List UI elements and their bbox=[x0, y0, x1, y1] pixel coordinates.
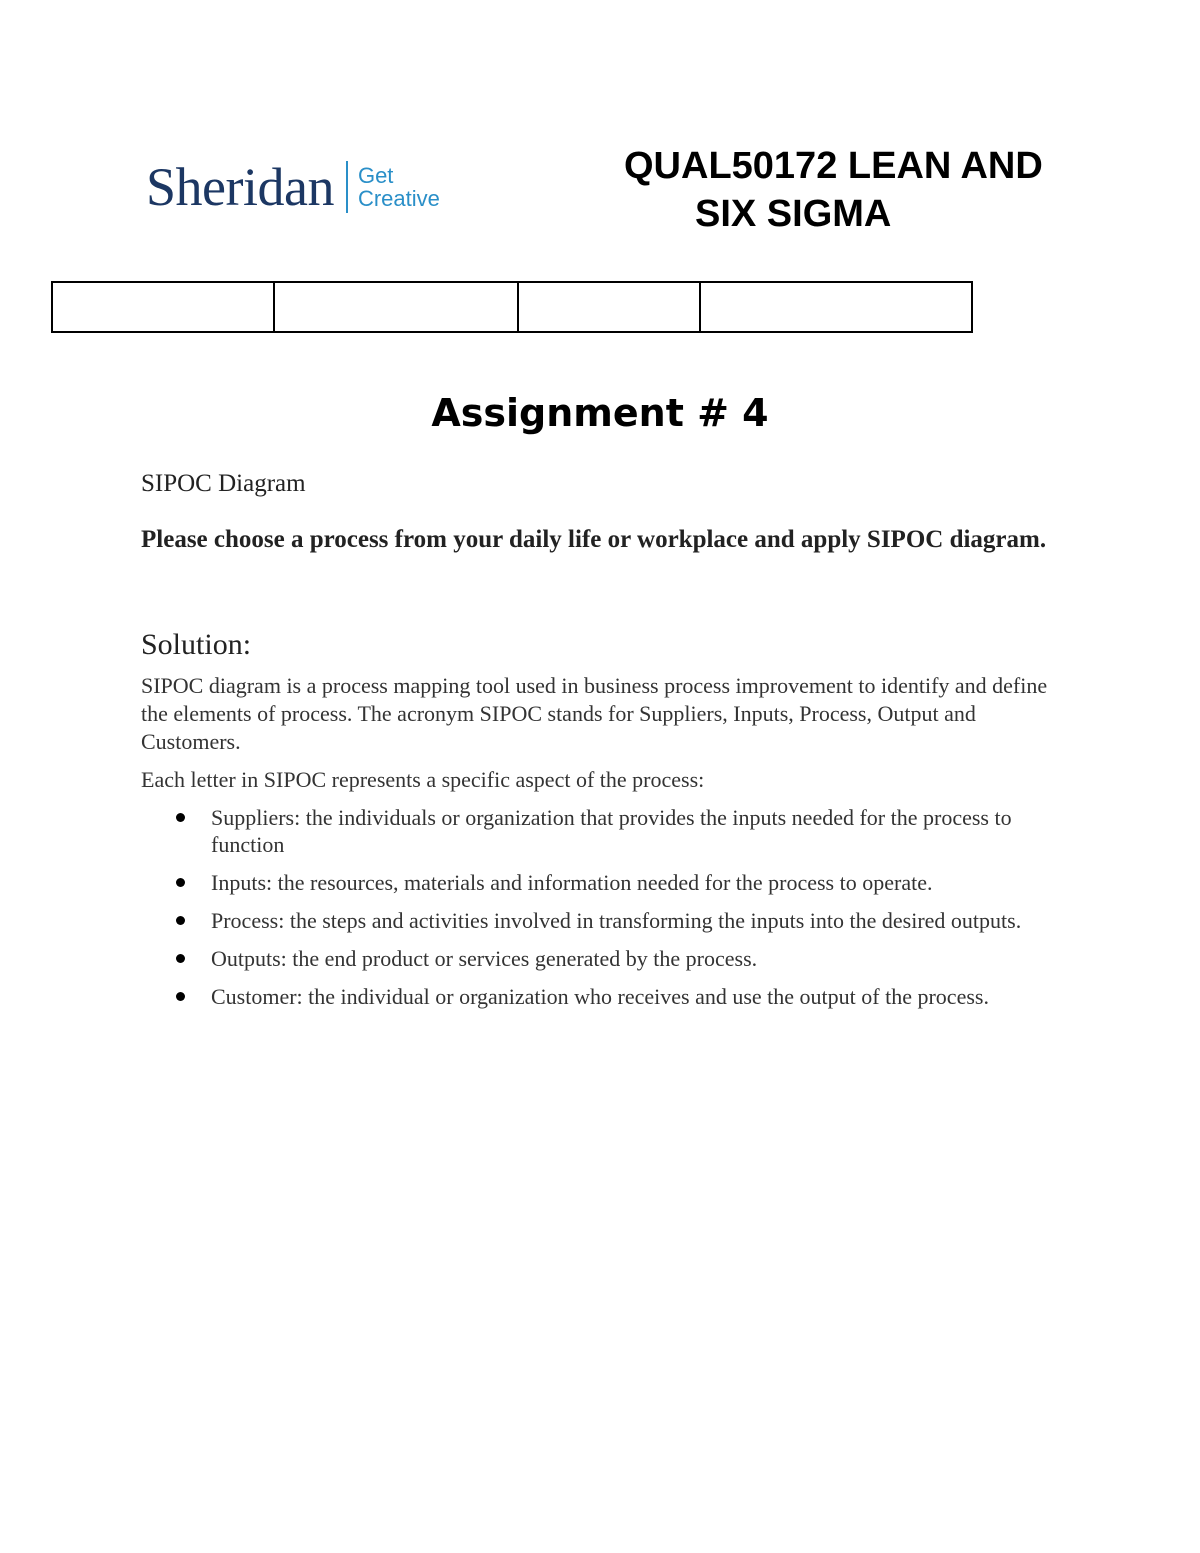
list-item-text: Inputs: the resources, materials and information needed for the process to operate. bbox=[211, 870, 933, 895]
sheridan-logo bbox=[146, 158, 440, 216]
bullet-icon bbox=[176, 916, 185, 925]
solution-paragraph-2: Each letter in SIPOC represents a specific aspect of the process: bbox=[141, 767, 705, 792]
table-cell bbox=[274, 282, 518, 332]
document-body bbox=[141, 468, 1061, 1021]
assignment-heading: Assignment # 4 bbox=[431, 391, 769, 435]
list-item-text: Customer: the individual or organization who receives and use the output of the process. bbox=[211, 984, 989, 1009]
table-row bbox=[52, 282, 972, 332]
list-item bbox=[141, 983, 1061, 1010]
logo-brand-text: Sheridan bbox=[146, 157, 334, 217]
table-cell bbox=[700, 282, 972, 332]
list-item-text: Suppliers: the individuals or organization that provides the inputs needed for the process to function bbox=[211, 805, 1012, 857]
sipoc-bullet-list bbox=[141, 804, 1061, 1010]
list-item-text: Process: the steps and activities involved in transforming the inputs into the desired outputs. bbox=[211, 908, 1022, 933]
list-item bbox=[141, 804, 1061, 858]
bullet-icon bbox=[176, 878, 185, 887]
student-info-table bbox=[51, 281, 973, 333]
course-title-line2: SIX SIGMA bbox=[695, 193, 892, 235]
logo-tagline-line2: Creative bbox=[357, 186, 440, 211]
list-item-text: Outputs: the end product or services generated by the process. bbox=[211, 946, 758, 971]
solution-heading: Solution: bbox=[141, 628, 252, 661]
solution-paragraph-1: SIPOC diagram is a process mapping tool used in business process improvement to identify and define the elements of process. The acronym SIPOC stands for Suppliers, Inputs, Process, Output and Customers. bbox=[141, 673, 1048, 754]
logo-tagline bbox=[358, 164, 440, 210]
table-cell bbox=[518, 282, 700, 332]
assignment-subtitle: SIPOC Diagram bbox=[141, 470, 306, 497]
course-title bbox=[600, 142, 1080, 238]
bullet-icon bbox=[176, 813, 185, 822]
bullet-icon bbox=[176, 992, 185, 1001]
course-title-line1: QUAL50172 LEAN AND bbox=[624, 145, 1043, 187]
list-item bbox=[141, 907, 1061, 934]
bullet-icon bbox=[176, 954, 185, 963]
list-item bbox=[141, 869, 1061, 896]
table-cell bbox=[52, 282, 274, 332]
list-item bbox=[141, 945, 1061, 972]
logo-tagline-line1: Get bbox=[357, 163, 394, 188]
logo-divider bbox=[346, 161, 348, 213]
assignment-prompt: Please choose a process from your daily life or workplace and apply SIPOC diagram. bbox=[141, 526, 1047, 553]
